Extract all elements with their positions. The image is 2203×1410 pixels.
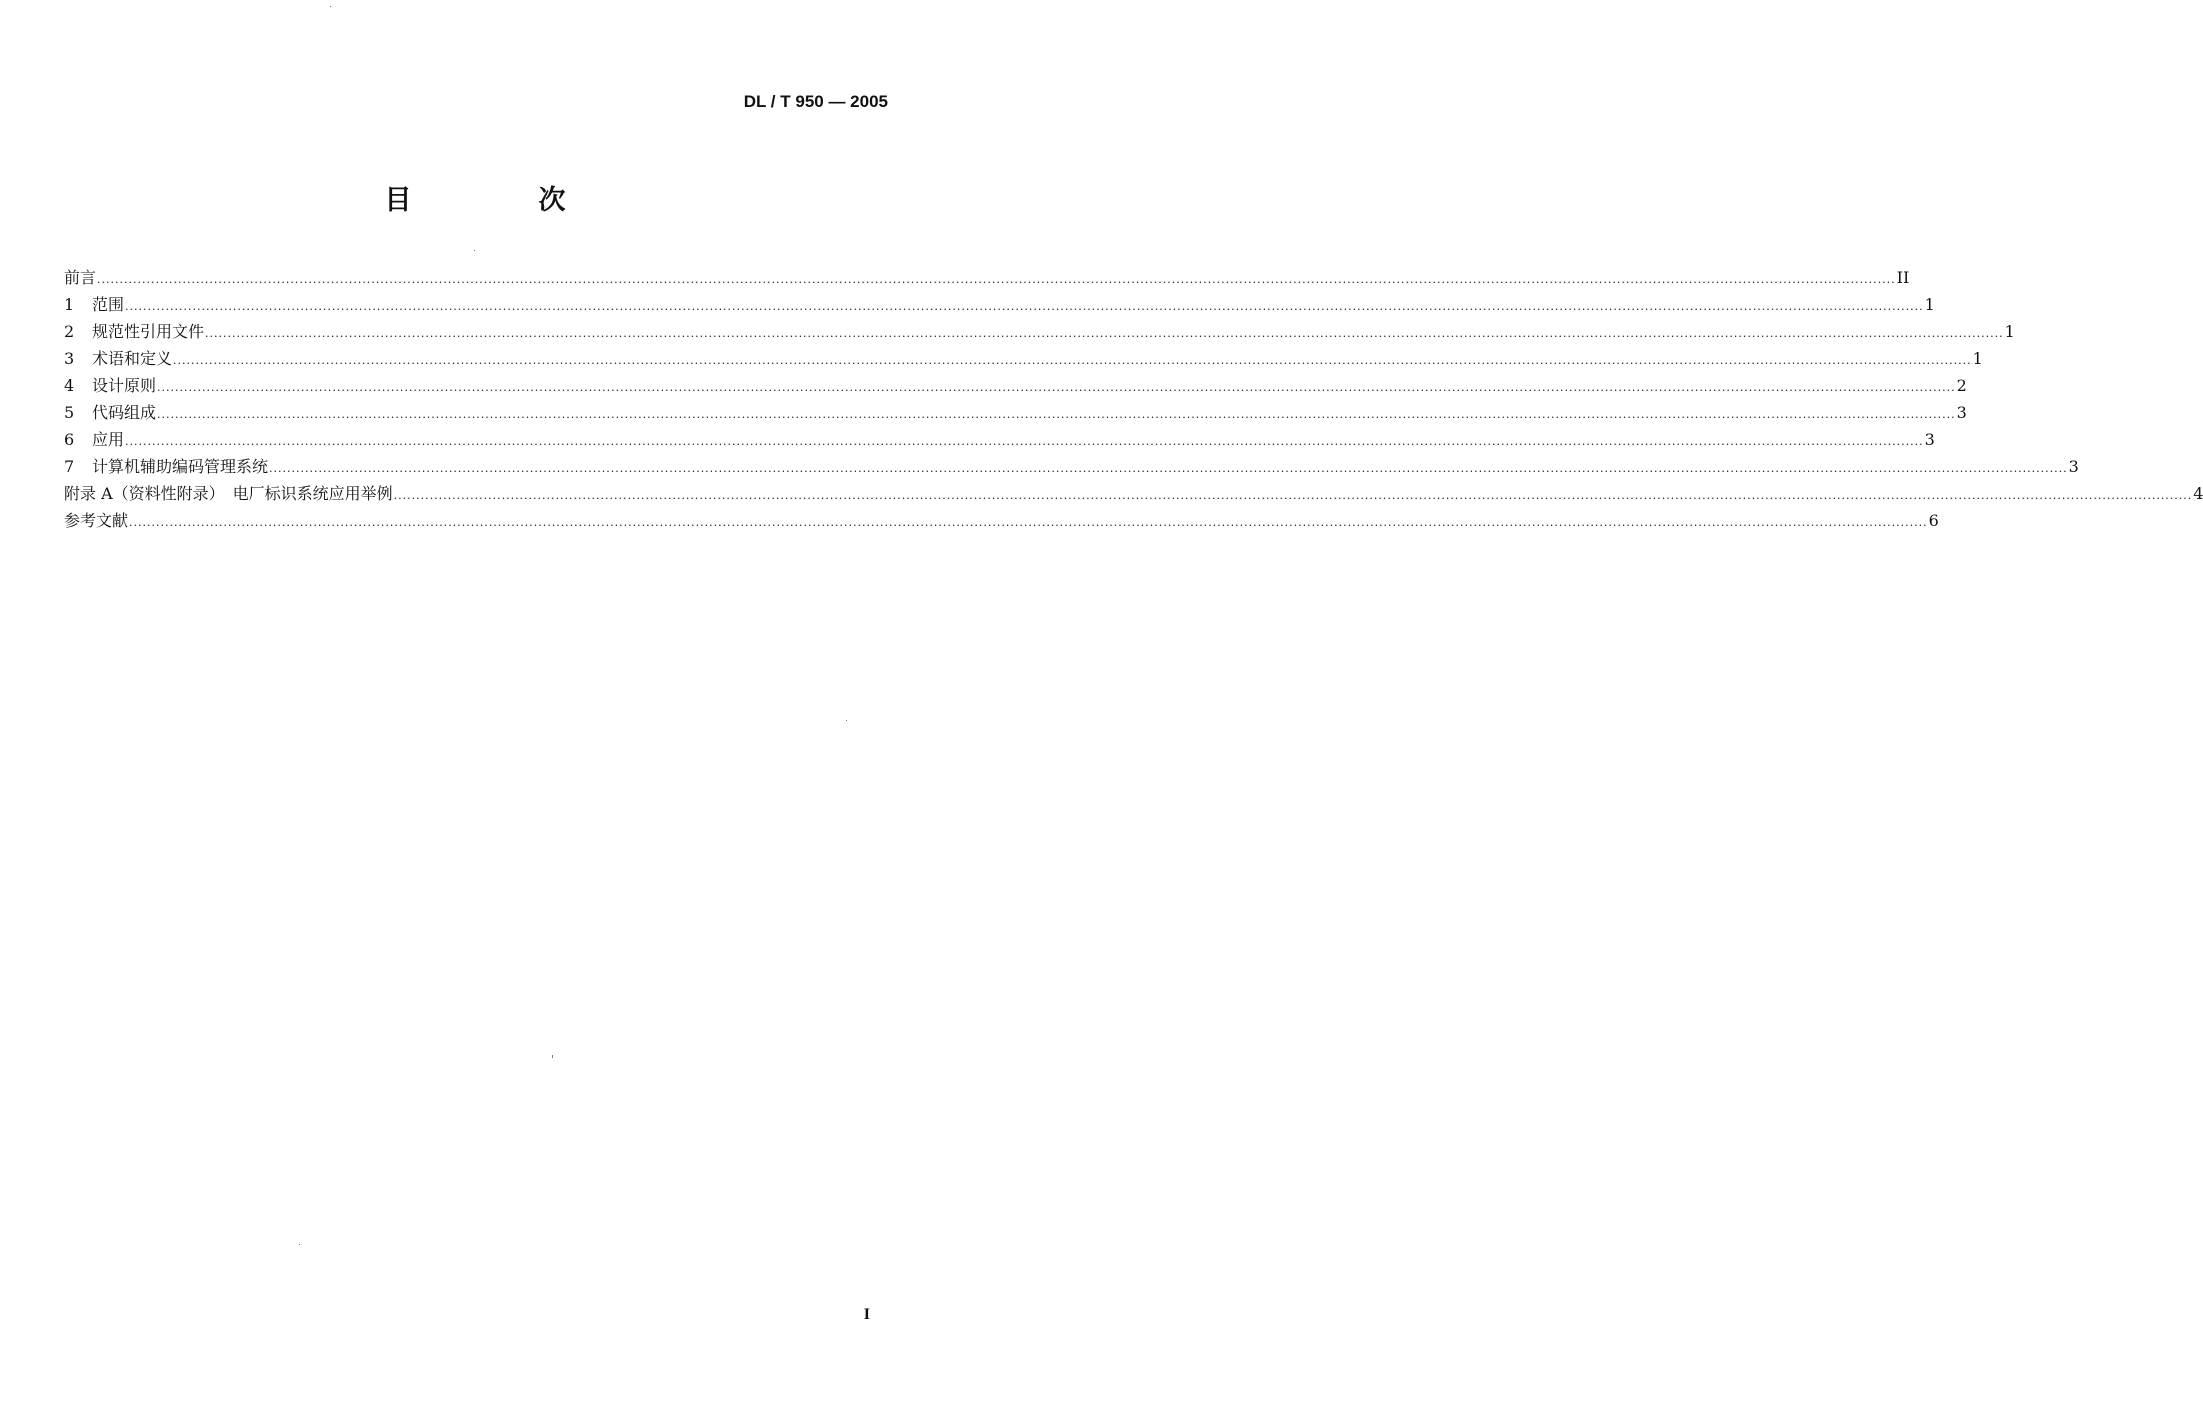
scan-speck	[299, 1244, 300, 1245]
scan-speck	[474, 250, 475, 251]
toc-dot-leader: ................................................................................................................................................................................................................................................................................................................................................................................................................	[129, 516, 1928, 529]
toc-entry-number: 4	[64, 376, 75, 395]
toc-entry-label: 范围	[92, 295, 125, 314]
scan-speck	[846, 720, 847, 721]
toc-entry-page: 1	[2004, 322, 2015, 341]
scan-speck	[330, 6, 331, 7]
toc-entry[interactable]	[64, 453, 2079, 480]
toc-entry-page: 3	[1924, 430, 1935, 449]
page-number: I	[863, 1306, 870, 1323]
standard-code: DL / T 950 — 2005	[743, 92, 888, 111]
toc-entry-page: 1	[1972, 349, 1983, 368]
toc-entry[interactable]	[64, 345, 1983, 372]
toc-dot-leader: ................................................................................................................................................................................................................................................................................................................................................................................................................	[205, 327, 2004, 340]
toc-entry-label: 规范性引用文件	[92, 322, 205, 341]
toc-entry-page: 3	[1956, 403, 1967, 422]
toc-entry[interactable]	[64, 399, 1967, 426]
toc-dot-leader: ................................................................................................................................................................................................................................................................................................................................................................................................................	[393, 489, 2193, 502]
toc-dot-leader: ................................................................................................................................................................................................................................................................................................................................................................................................................	[173, 354, 1972, 367]
toc-entry-label: 设计原则	[92, 376, 157, 395]
toc-entry-page: 2	[1956, 376, 1967, 395]
toc-entry-number: 3	[64, 349, 75, 368]
toc-dot-leader: ................................................................................................................................................................................................................................................................................................................................................................................................................	[125, 300, 1924, 313]
toc-entry-label: 应用	[92, 430, 125, 449]
toc-entry-label: 附录 A（资料性附录） 电厂标识系统应用举例	[64, 484, 393, 503]
toc-entry-label: 参考文献	[64, 511, 129, 530]
toc-entry[interactable]	[64, 291, 1935, 318]
scan-speck	[552, 1055, 553, 1058]
toc-entry[interactable]	[64, 426, 1935, 453]
toc-entry-page: 3	[2068, 457, 2079, 476]
page-title: 目 次	[384, 185, 616, 216]
toc-entry[interactable]	[64, 264, 1910, 291]
toc-entry-page: II	[1896, 268, 1910, 287]
toc-entry-number: 2	[64, 322, 75, 341]
toc-entry-page: 1	[1924, 295, 1935, 314]
toc-dot-leader: ................................................................................................................................................................................................................................................................................................................................................................................................................	[125, 435, 1924, 448]
toc-entry-page: 4	[2193, 484, 2203, 503]
toc-entry-number: 5	[64, 403, 75, 422]
toc-entry-page: 6	[1928, 511, 1939, 530]
toc-entry-number: 7	[64, 457, 75, 476]
toc-entry-label: 代码组成	[92, 403, 157, 422]
toc-entry-label: 术语和定义	[92, 349, 173, 368]
toc-entry-number: 6	[64, 430, 75, 449]
toc-dot-leader: ................................................................................................................................................................................................................................................................................................................................................................................................................	[157, 381, 1956, 394]
toc-entry-number: 1	[64, 295, 75, 314]
toc-entry[interactable]	[64, 480, 2203, 507]
toc-entry[interactable]	[64, 507, 1939, 534]
toc-entry-label: 前言	[64, 268, 97, 287]
toc-entry[interactable]	[64, 372, 1967, 399]
toc-entry[interactable]	[64, 318, 2015, 345]
toc-dot-leader: ................................................................................................................................................................................................................................................................................................................................................................................................................	[269, 462, 2068, 475]
toc-dot-leader: ................................................................................................................................................................................................................................................................................................................................................................................................................	[157, 408, 1956, 421]
toc-dot-leader: ................................................................................................................................................................................................................................................................................................................................................................................................................	[97, 273, 1896, 286]
toc-entry-label: 计算机辅助编码管理系统	[92, 457, 269, 476]
table-of-contents	[64, 264, 2203, 534]
